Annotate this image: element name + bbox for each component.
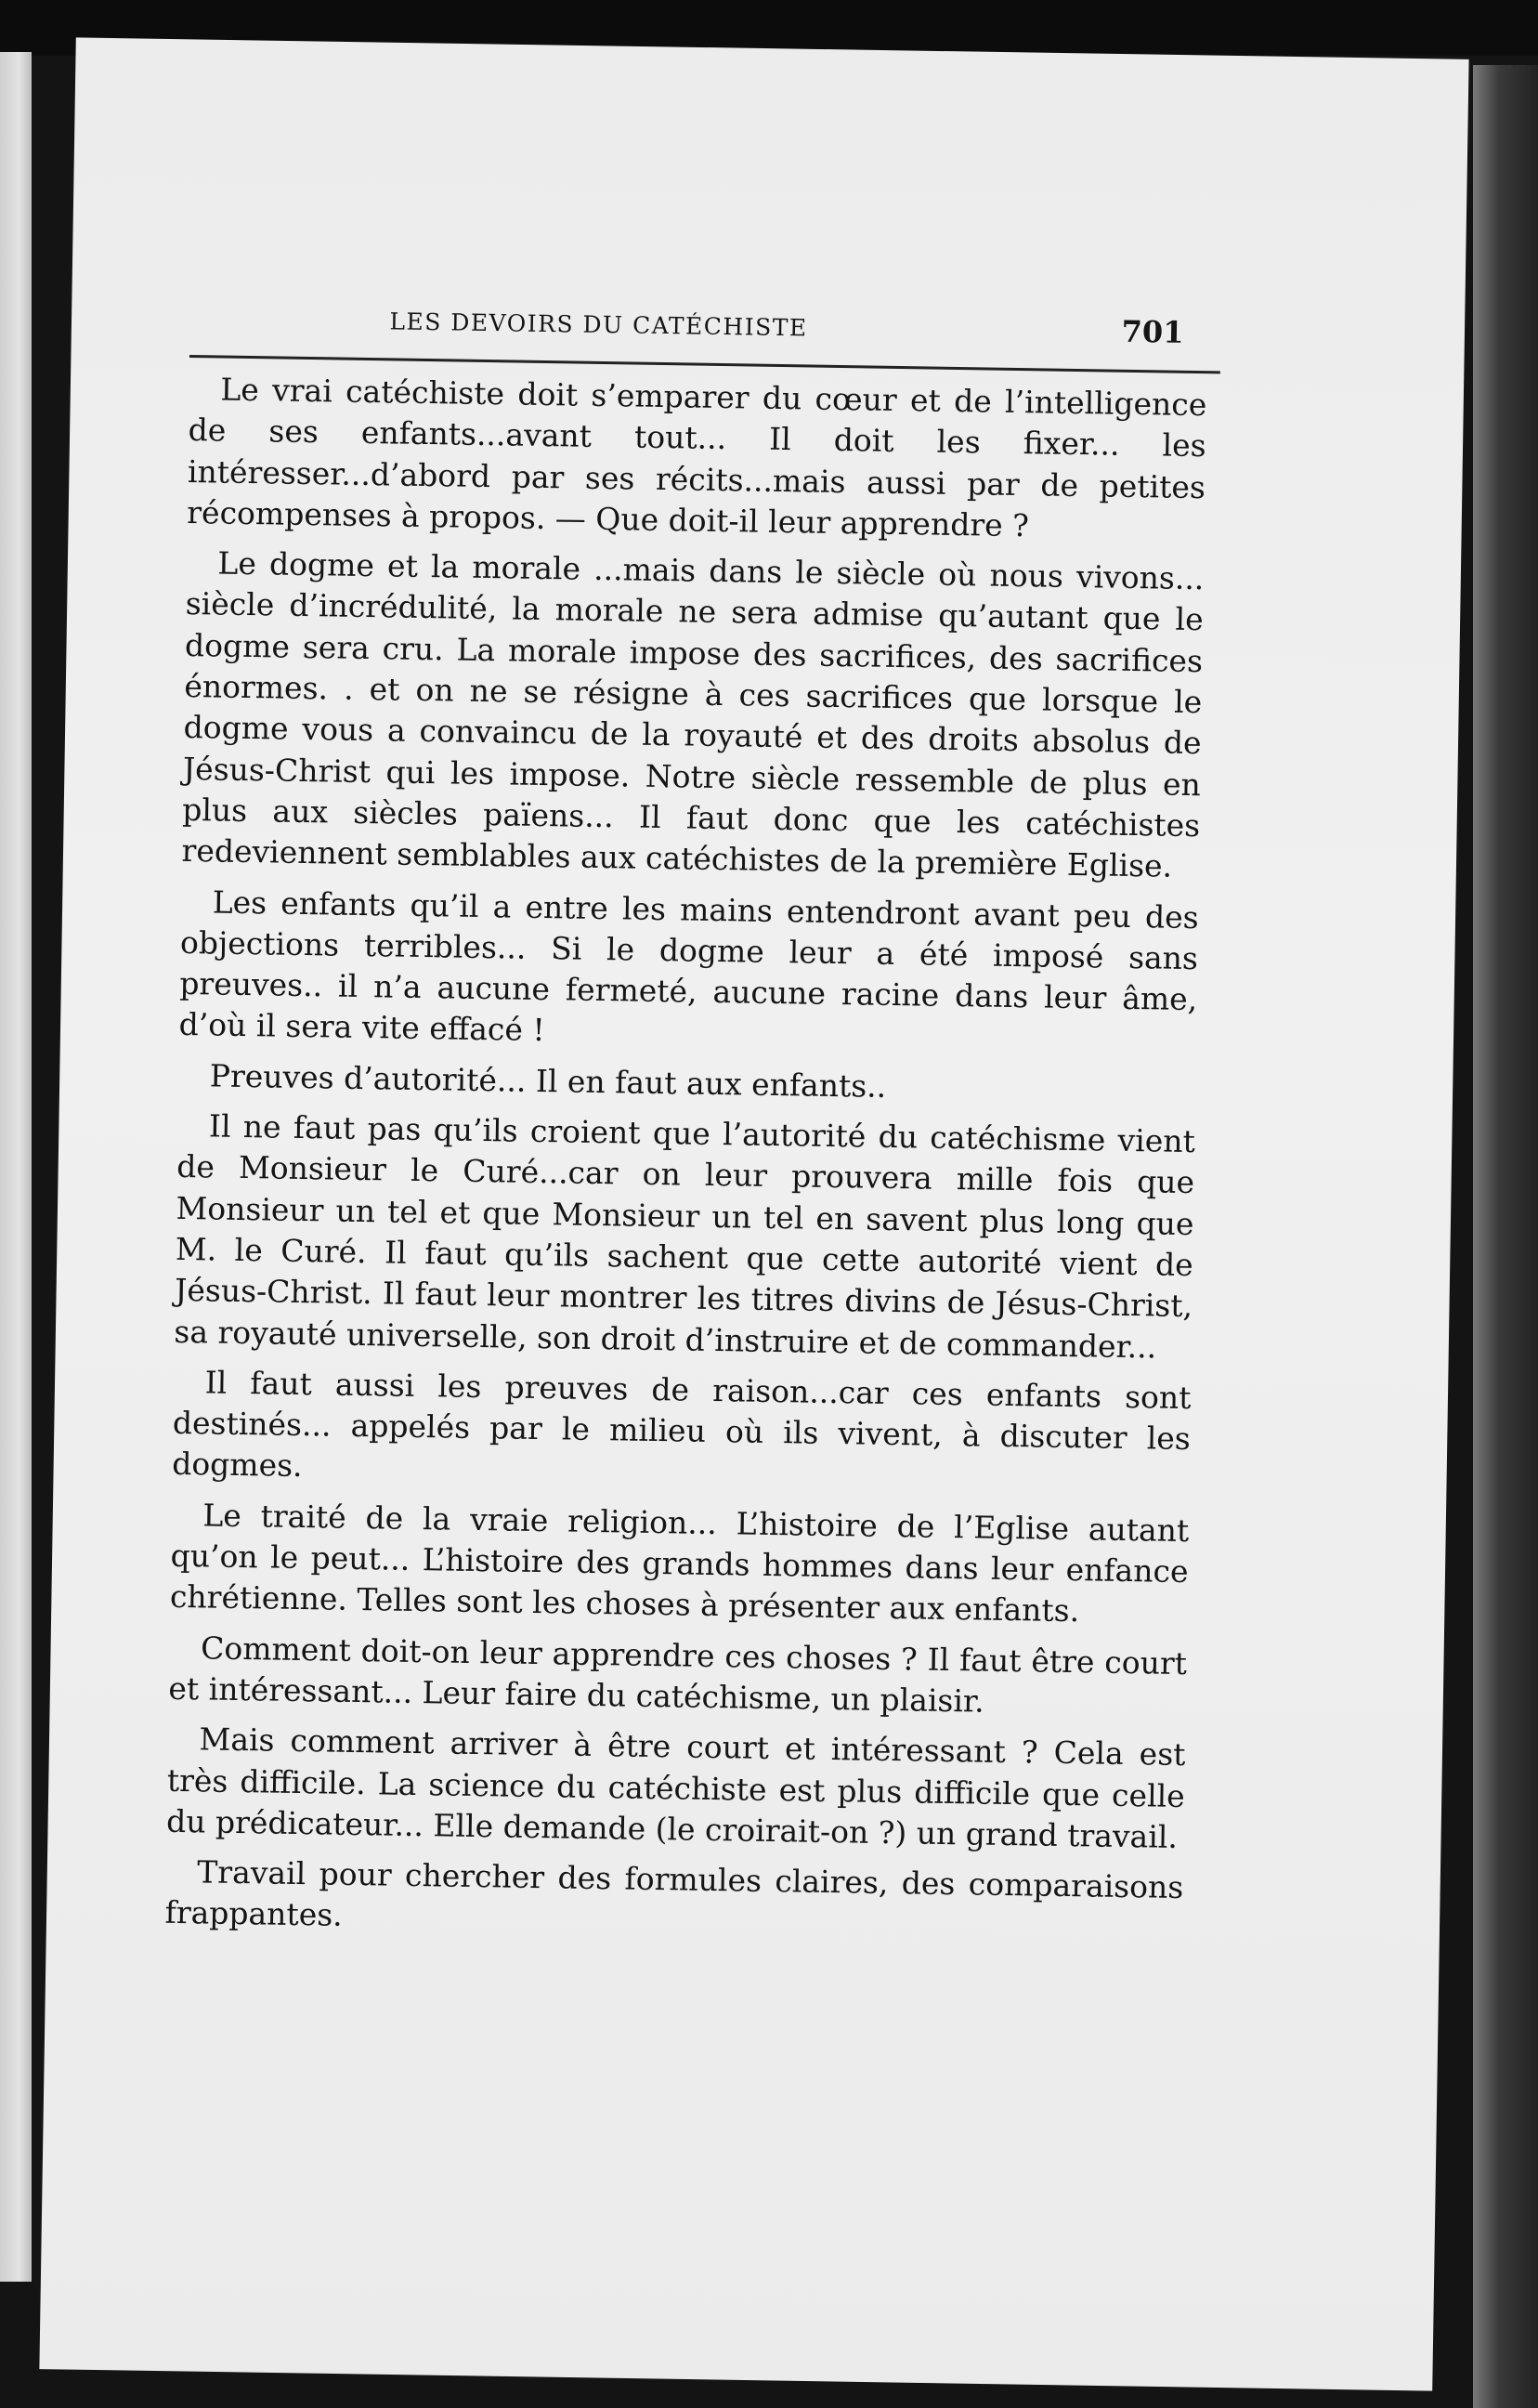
body-text [164, 369, 1219, 1950]
facing-page-edge [0, 52, 32, 2282]
paragraph: Il faut aussi les preuves de raison...car ces enfants sont destinés... appelés par le milieu où ils vivent, à discuter les dogmes. [171, 1364, 1192, 1485]
paragraph: Le dogme et la morale ...mais dans le siècle où nous vivons... siècle d’incrédulité, la morale ne sera admise qu’autant que le dogme sera cru. La morale impose des sacrifices, des sacrifices énormes. . et on ne se résigne à ces sacrifices que lorsque le dogme vous a convaincu de la royauté et des droits absolus de Jésus-Christ qui les impose. Notre siècle ressemble de plus en plus aux siècles païens... Il faut donc que les catéchistes redeviennent semblables aux catéchistes de la première Eglise. [181, 544, 1205, 884]
paragraph: Le vrai catéchiste doit s’emparer du cœur et de l’intelligence de ses enfants...avant tout... Il doit les fixer... les intéresser...d’abord par ses récits...mais aussi par de petites récompenses à propos. — Que doit-il leur apprendre ? [187, 371, 1207, 544]
paragraph: Le traité de la vraie religion... L’histoire de l’Eglise autant qu’on le peut... L’histoire des grands hommes dans leur enfance chrétienne. Telles sont les choses à présenter aux enfants. [169, 1497, 1190, 1629]
page-number: 701 [1121, 313, 1184, 350]
paragraph: Travail pour chercher des formules claires, des comparaisons frappantes. [164, 1853, 1184, 1934]
running-title: LES DEVOIRS DU CATÉCHISTE [389, 308, 808, 342]
paragraph: Preuves d’autorité... Il en faut aux enfants.. [209, 1057, 887, 1105]
page-content [164, 295, 1221, 1959]
paragraph: Il ne faut pas qu’ils croient que l’autorité du catéchisme vient de Monsieur le Curé...car on leur prouvera mille fois que Monsieur un tel et que Monsieur un tel en savent plus long que M. le Curé. Il faut qu’ils sachent que cette autorité vient de Jésus-Christ. Il faut leur montrer les titres divins de Jésus-Christ, sa royauté universelle, son droit d’instruire et de commander... [174, 1107, 1196, 1366]
paragraph: Les enfants qu’il a entre les mains entendront avant peu des objections terribles... Si le dogme leur a été imposé sans preuves.. il n’a aucune fermeté, aucune racine dans leur âme, d’où il sera vite effacé ! [178, 883, 1199, 1049]
paragraph: Comment doit-on leur apprendre ces choses ? Il faut être court et intéressant... Leur faire du catéchisme, un plaisir. [168, 1629, 1188, 1720]
page-stack-edge [1473, 65, 1538, 2408]
paragraph: Mais comment arriver à être court et intéressant ? Cela est très difficile. La science du catéchiste est plus difficile que celle du prédicateur... Elle demande (le croirait-on ?) un grand travail. [165, 1721, 1186, 1855]
